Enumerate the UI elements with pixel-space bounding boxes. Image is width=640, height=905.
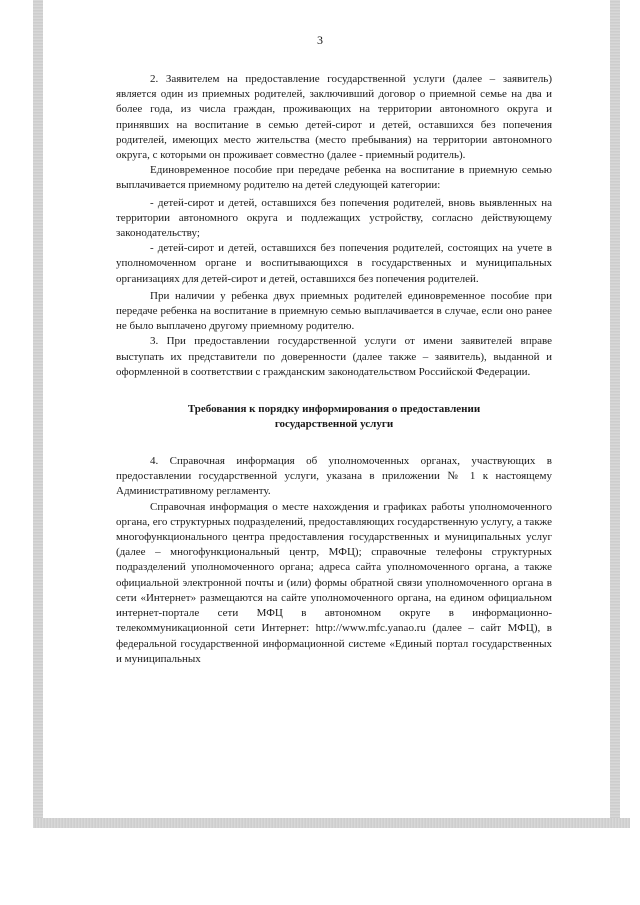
paragraph-two-parents: При наличии у ребенка двух приемных родителей единовременное пособие при передаче ребенка на воспитание в приемную семью выплачивается в случае, если оно ранее не было выплачено другому приемному родителю. bbox=[116, 289, 552, 333]
list-item-category-2: - детей-сирот и детей, оставшихся без попечения родителей, состоящих на учете в уполномоченном органе и воспитывающихся в государственных и муниципальных организациях для детей-сирот и детей, оставшихся без попечения родителей. bbox=[116, 242, 552, 285]
list-item-category-1: - детей-сирот и детей, оставшихся без попечения родителей, вновь выявленных на территории автономного округа и подлежащих устройству, согласно действующему законодательству; bbox=[116, 196, 552, 240]
document-body bbox=[116, 72, 552, 667]
scan-border-bottom bbox=[33, 818, 630, 828]
paragraph-item-3: 3. При предоставлении государственной услуги от имени заявителей вправе выступать их представители по доверенности (далее также – заявитель), выданной и оформленной в соответствии с гражданским законодательством Российской Федерации. bbox=[116, 335, 552, 378]
page-number: 3 bbox=[317, 33, 323, 47]
paragraph-reference-info: Справочная информация о месте нахождения и графиках работы уполномоченного органа, его структурных подразделений, предоставляющих государственную услугу, а также многофункционального центра предоставления государственных и муниципальных услуг (далее – многофункциональный центр, МФЦ); справочные телефоны структурных подразделений уполномоченного органа; адреса сайта уполномоченного органа, а также официальной электронной почты и (или) формы обратной связи уполномоченного органа в сети «Интернет» размещаются на сайте уполномоченного органа, на едином официальном интернет-портале сети МФЦ в автономном округе в информационно-телекоммуникационной сети Интернет: http://www.mfc.yanao.ru (далее – сайт МФЦ), в федеральной государственной информационной системе «Единый портал государственных и муниципальных bbox=[116, 500, 552, 665]
section-heading: Требования к порядку информирования о предоставлении государственной услуги bbox=[187, 403, 481, 431]
scan-border-right bbox=[610, 0, 620, 820]
paragraph-item-4: 4. Справочная информация об уполномоченных органах, участвующих в предоставлении государственной услуги, указана в приложении № 1 к настоящему Административному регламенту. bbox=[116, 455, 552, 498]
paragraph-item-2: 2. Заявителем на предоставление государственной услуги (далее – заявитель) является один из приемных родителей, заключивший договор о приемной семье на два и более года, из числа граждан, проживающих на территории автономного округа и принявших на воспитание в семью детей-сирот и детей, оставшихся без попечения родителей, имеющих место жительства (место пребывания) на территории автономного округа, с которыми он проживает совместно (далее - приемный родитель). bbox=[116, 73, 552, 162]
scan-border-left bbox=[33, 0, 43, 820]
paragraph-benefit-categories: Единовременное пособие при передаче ребенка на воспитание в приемную семью выплачивается приемному родителю на детей следующей категории: bbox=[116, 164, 552, 192]
